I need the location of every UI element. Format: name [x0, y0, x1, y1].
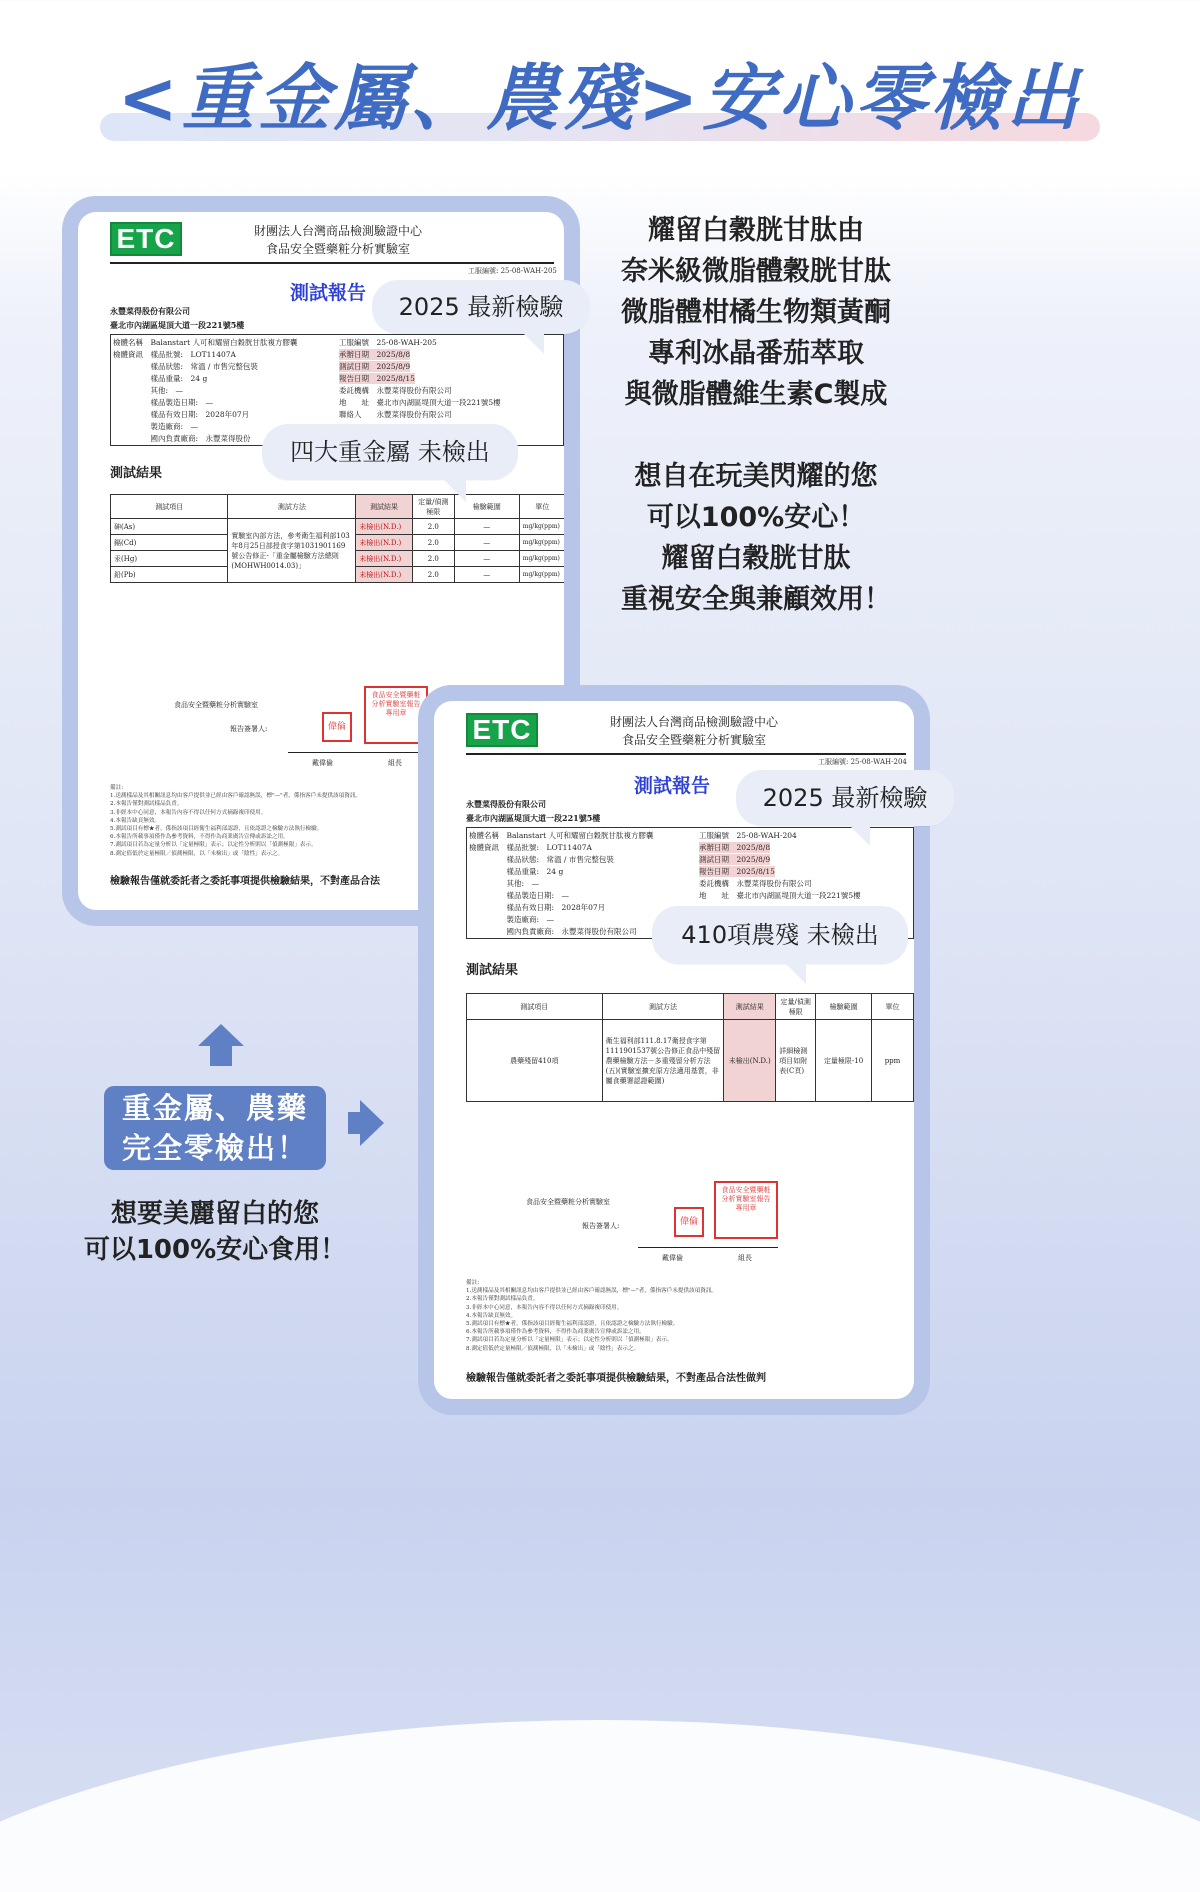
- org-name: 財團法人台灣商品檢測驗證中心 食品安全暨藥粧分析實驗室: [253, 224, 422, 256]
- client-company: 永豐菜得股份有限公司: [466, 799, 546, 809]
- signer-seal: 偉倫: [322, 712, 352, 742]
- arrow-right-icon: [346, 1098, 386, 1148]
- signer-seal: 偉倫: [674, 1207, 704, 1237]
- signer-label: 報告簽署人:: [230, 725, 268, 733]
- signer-label: 報告簽署人:: [582, 1222, 620, 1230]
- org-name: 財團法人台灣商品檢測驗證中心 食品安全暨藥粧分析實驗室: [609, 715, 778, 747]
- lab-sign-label: 食品安全暨藥粧分析實驗室: [174, 701, 258, 709]
- lab-seal: 食品安全暨藥粧分析實驗室報告專用章: [364, 686, 428, 744]
- bubble-tail: [442, 478, 466, 502]
- bubble-heavy-metals-not-detected: 四大重金屬 未檢出: [262, 424, 518, 480]
- report-footer: 檢驗報告僅就委託者之委託事項提供檢驗結果，不對產品合法性做判: [466, 1373, 766, 1384]
- result-heading: 測試結果: [110, 466, 163, 481]
- lab-sign-label: 食品安全暨藥粧分析實驗室: [526, 1198, 610, 1206]
- signer-name: 戴偉倫: [312, 759, 333, 767]
- bubble-tail: [784, 962, 806, 984]
- bubble-tail: [848, 824, 870, 846]
- page-title-block: [90, 55, 1110, 155]
- header-rule: [466, 753, 906, 755]
- header-rule: [110, 262, 554, 264]
- product-promise: 想自在玩美閃耀的您 可以100%安心！ 耀留白穀胱甘肽 重視安全與兼顧效用！: [621, 461, 891, 615]
- background-arc: [0, 1720, 1200, 1892]
- product-description: 耀留白穀胱甘肽由 奈米級微脂體穀胱甘肽 微脂體柑橘生物類黃酮 專利冰晶番茄萃取 與微脂體維生素C製成: [621, 215, 891, 410]
- report-title: 測試報告: [634, 775, 711, 797]
- sign-rule: [288, 752, 428, 753]
- lab-seal: 食品安全暨藥粧分析實驗室報告專用章: [714, 1181, 778, 1239]
- report-footer: 檢驗報告僅就委託者之委託事項提供檢驗結果，不對產品合法: [110, 876, 380, 887]
- arrow-up-icon: [196, 1022, 246, 1068]
- table-row: 鉛(Pb) 未檢出(N.D.) 2.0 — mg/kg(ppm): [111, 567, 565, 583]
- zero-detection-badge: 重金屬、農藥 完全零檢出！: [104, 1086, 326, 1170]
- sign-rule: [638, 1247, 778, 1248]
- sample-info-box: 檢體名稱 Balanstart 人可和耀留白穀胱甘肽複方膠囊 檢體資訊 樣品批號: LOT11407A 樣品狀態: 常溫 / 市售完整包裝 樣品重量: 24 g 其他: — 樣品製造日期: — 樣品有效日期: 2028年07月 製造廠商: — 國內負責廠商: 永豐菜得股份有限公司 工服編號 25-08-WAH-204 承辦日期 2025/8/8 測試日期 2025/8/9 報告日期 2025/8/15 委託機構 永豐菜得股份有限公司 地 址 臺北市內湖區堤頂大道一段221號5樓: [466, 827, 914, 939]
- bubble-latest-test-1: 2025 最新檢驗: [372, 280, 590, 334]
- table-row: 砷(As) 實驗室內部方法，參考衛生福利部103年8月25日部授食字第1031901169號公告修正-「重金屬檢驗方法總則(MOHWH0014.03)」 未檢出(N.D.) 2.0 — mg/kg(ppm): [111, 519, 565, 535]
- table-row: 汞(Hg) 未檢出(N.D.) 2.0 — mg/kg(ppm): [111, 551, 565, 567]
- bubble-latest-test-2: 2025 最新檢驗: [736, 770, 954, 826]
- client-address: 臺北市內湖區堤頂大道一段221號5樓: [466, 813, 601, 823]
- etc-logo: ETC: [466, 713, 538, 747]
- report-title: 測試報告: [290, 282, 367, 304]
- notes: 備註: 1.送測樣品及其相關訊息均由客戶提供並已經由客戶確認無誤，標"—"者，係指客戶未提供該項資訊。 2.本報告僅對測試樣品負責。 3.非經本中心同意，本報告內容不得以任何方式摘錄複印使用。 4.本報告缺頁無效。 5.測試項目有標★者，係指該項目經衛生福利部認證，且依認證之檢驗方法執行檢驗。 6.本報告所載事項僅作為參考資料，不得作為商業廣告宣傳或訴訟之用。 7.測試項目若為定量分析以「定量極限」表示；以定性分析則以「偵測極限」表示。 8.測定值低於定量極限／偵測極限，以「未檢出」或「陰性」表示之。: [110, 785, 362, 857]
- page-title: <重金屬、農殘>安心零檢出: [117, 56, 1083, 140]
- bubble-pesticide-not-detected: 410項農殘 未檢出: [652, 906, 908, 964]
- client-company: 永豐菜得股份有限公司: [110, 306, 190, 316]
- table-header-row: 測試項目 測試方法 測試結果 定量/偵測極限 檢驗範圍 單位: [467, 994, 914, 1020]
- table-row: 鎘(Cd) 未檢出(N.D.) 2.0 — mg/kg(ppm): [111, 535, 565, 551]
- bubble-tail: [522, 332, 544, 354]
- report-number: 工服編號: 25-08-WAH-205: [468, 267, 557, 275]
- pesticide-table: [466, 993, 914, 1102]
- signer-title: 組長: [388, 759, 402, 767]
- signer-name: 戴偉倫: [662, 1254, 683, 1262]
- etc-logo: ETC: [110, 222, 182, 256]
- signer-title: 組長: [738, 1254, 752, 1262]
- sample-info-box: 檢體名稱 Balanstart 人可和耀留白穀胱甘肽複方膠囊 檢體資訊 樣品批號: LOT11407A 樣品狀態: 常溫 / 市售完整包裝 樣品重量: 24 g 其他: — 樣品製造日期: — 樣品有效日期: 2028年07月 製造廠商: — 國內負責廠商: 永豐菜得股份 工服編號 25-08-WAH-205 承辦日期 2025/8/8 測試日期 2025/8/9 報告日期 2025/8/15 委託機構 永豐菜得股份有限公司 地 址 臺北市內湖區堤頂大道一段221號5樓 聯絡人 永豐菜得股份有限公司: [110, 334, 564, 446]
- table-row: 農藥殘留410項 衛生福利部111.8.17衛授食字第1111901537號公告修正食品中殘留農藥檢驗方法－多重殘留分析方法(五)(實驗室擴充原方法適用基質，非屬食藥署認證範圍) 未檢出(N.D.) 詳細檢測項目如附表(C頁) 定量極限-10 ppm: [467, 1020, 914, 1102]
- result-heading: 測試結果: [466, 963, 519, 978]
- report-number: 工服編號: 25-08-WAH-204: [818, 758, 907, 766]
- notes: 備註: 1.送測樣品及其相關訊息均由客戶提供並已經由客戶確認無誤，標"—"者，係指客戶未提供該項資訊。 2.本報告僅對測試樣品負責。 3.非經本中心同意，本報告內容不得以任何方式摘錄複印使用。 4.本報告缺頁無效。 5.測試項目有標★者，係指該項目經衛生福利部認證，且依認證之檢驗方法執行檢驗。 6.本報告所載事項僅作為參考資料，不得作為商業廣告宣傳或訴訟之用。 7.測試項目若為定量分析以「定量極限」表示；以定性分析則以「偵測極限」表示。 8.測定值低於定量極限／偵測極限，以「未檢出」或「陰性」表示之。: [466, 1280, 718, 1352]
- table-header-row: 測試項目 測試方法 測試結果 定量/偵測極限 檢驗範圍 單位: [111, 495, 565, 519]
- closing-message: 想要美麗留白的您 可以100%安心食用！: [83, 1199, 347, 1265]
- heavy-metal-table: [110, 494, 564, 583]
- client-address: 臺北市內湖區堤頂大道一段221號5樓: [110, 320, 245, 330]
